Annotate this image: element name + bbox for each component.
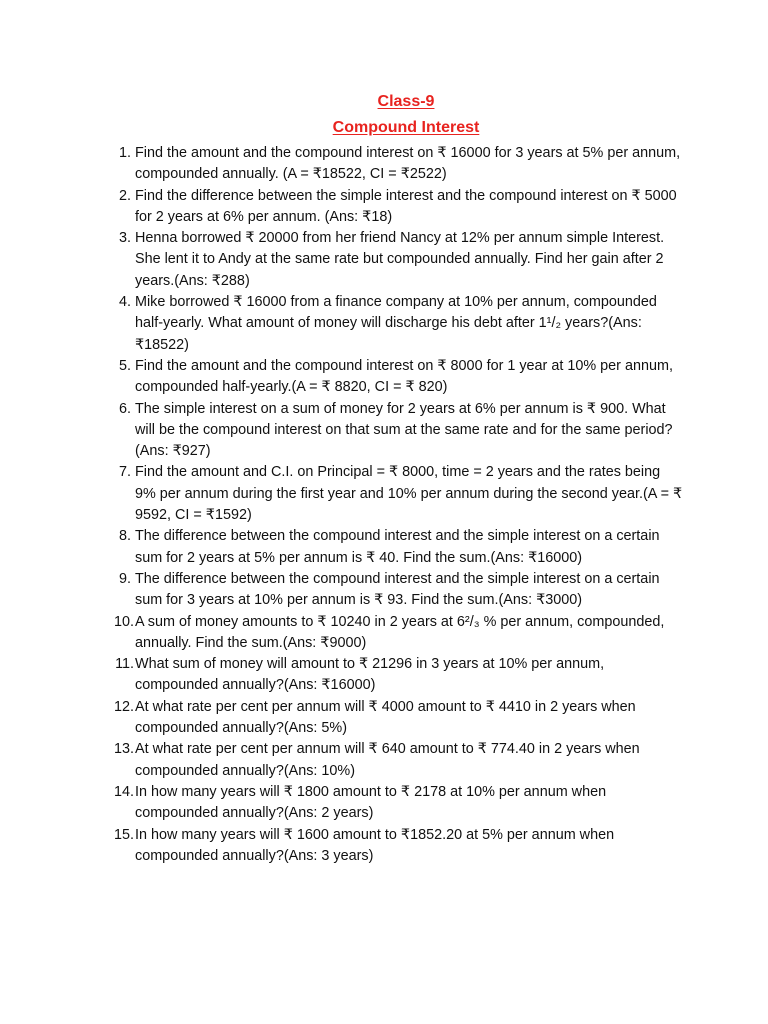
question-item [104,228,684,292]
question-item [104,186,684,229]
question-item [104,399,684,463]
subject-title: Compound Interest [332,119,480,136]
question-number: 15. [113,826,134,843]
question-number: 13. [113,741,134,758]
question-text: In how many years will ₹ 1800 amount to ₹ 2178 at 10% per annum when compounded annually?(Ans: 2 years) [135,783,607,822]
question-text: Find the difference between the simple interest and the compound interest on ₹ 5000 for 2 years at 6% per annum. (Ans: ₹18) [135,187,677,225]
question-text: A sum of money amounts to ₹ 10240 in 2 years at 6²/₃ % per annum, compounded, annually. Find the sum.(Ans: ₹9000) [135,613,665,651]
question-item [104,462,684,526]
question-item [104,739,684,782]
question-text: The difference between the compound interest and the simple interest on a certain sum for 3 years at 10% per annum is ₹ 93. Find the sum.(Ans: ₹3000) [135,570,660,609]
question-text: Mike borrowed ₹ 16000 from a finance company at 10% per annum, compounded half-yearly. What amount of money will discharge his debt after 1¹/₂ years?(Ans:₹18522) [135,294,657,353]
question-number: 6. [118,400,131,417]
question-number: 2. [118,187,131,204]
question-item [104,825,684,868]
question-item [104,612,684,655]
question-item [104,356,684,399]
question-number: 8. [118,528,131,545]
question-item [104,143,684,186]
question-item [104,292,684,356]
question-text: Find the amount and the compound interest on ₹ 8000 for 1 year at 10% per annum, compounded half-yearly.(A = ₹ 8820, CI = ₹ 820) [135,357,673,396]
question-text: Henna borrowed ₹ 20000 from her friend Nancy at 12% per annum simple Interest. She lent it to Andy at the same rate but compounded annually. Find her gain after 2 years.(Ans: ₹288) [135,230,665,289]
question-item [104,654,684,697]
question-text: Find the amount and the compound interest on ₹ 16000 for 3 years at 5% per annum, compounded annually. (A = ₹18522, CI = ₹2522) [135,145,681,183]
question-text: At what rate per cent per annum will ₹ 4000 amount to ₹ 4410 in 2 years when compounded annually?(Ans: 5%) [135,698,636,737]
question-item [104,782,684,825]
question-number: 12. [113,698,134,715]
question-number: 7. [118,464,131,481]
question-text: The difference between the compound interest and the simple interest on a certain sum for 2 years at 5% per annum is ₹ 40. Find the sum.(Ans: ₹16000) [135,528,660,566]
question-text: The simple interest on a sum of money for 2 years at 6% per annum is ₹ 900. What will be the compound interest on that sum at the same rate and for the same period?(Ans: ₹927) [135,400,673,460]
question-number: 9. [118,570,131,587]
question-text: Find the amount and C.I. on Principal = ₹ 8000, time = 2 years and the rates being 9% per annum during the first year and 10% per annum during the second year.(A = ₹ 9592, CI = ₹1592) [135,464,683,524]
question-text: At what rate per cent per annum will ₹ 640 amount to ₹ 774.40 in 2 years when compounded annually?(Ans: 10%) [135,741,640,779]
question-text: What sum of money will amount to ₹ 21296 in 3 years at 10% per annum, compounded annually?(Ans: ₹16000) [135,656,605,694]
question-number: 10. [113,613,134,630]
question-number: 11. [115,656,134,673]
question-text: In how many years will ₹ 1600 amount to ₹1852.20 at 5% per annum when compounded annually?(Ans: 3 years) [135,826,615,864]
question-number: 5. [118,357,131,374]
question-number: 4. [118,294,131,311]
class-title: Class-9 [377,93,435,110]
question-item [104,697,684,740]
question-item [104,569,684,612]
question-list [104,143,684,867]
question-number: 3. [118,230,131,247]
question-number: 1. [118,145,131,161]
question-item [104,526,684,569]
question-number: 14. [113,783,134,800]
